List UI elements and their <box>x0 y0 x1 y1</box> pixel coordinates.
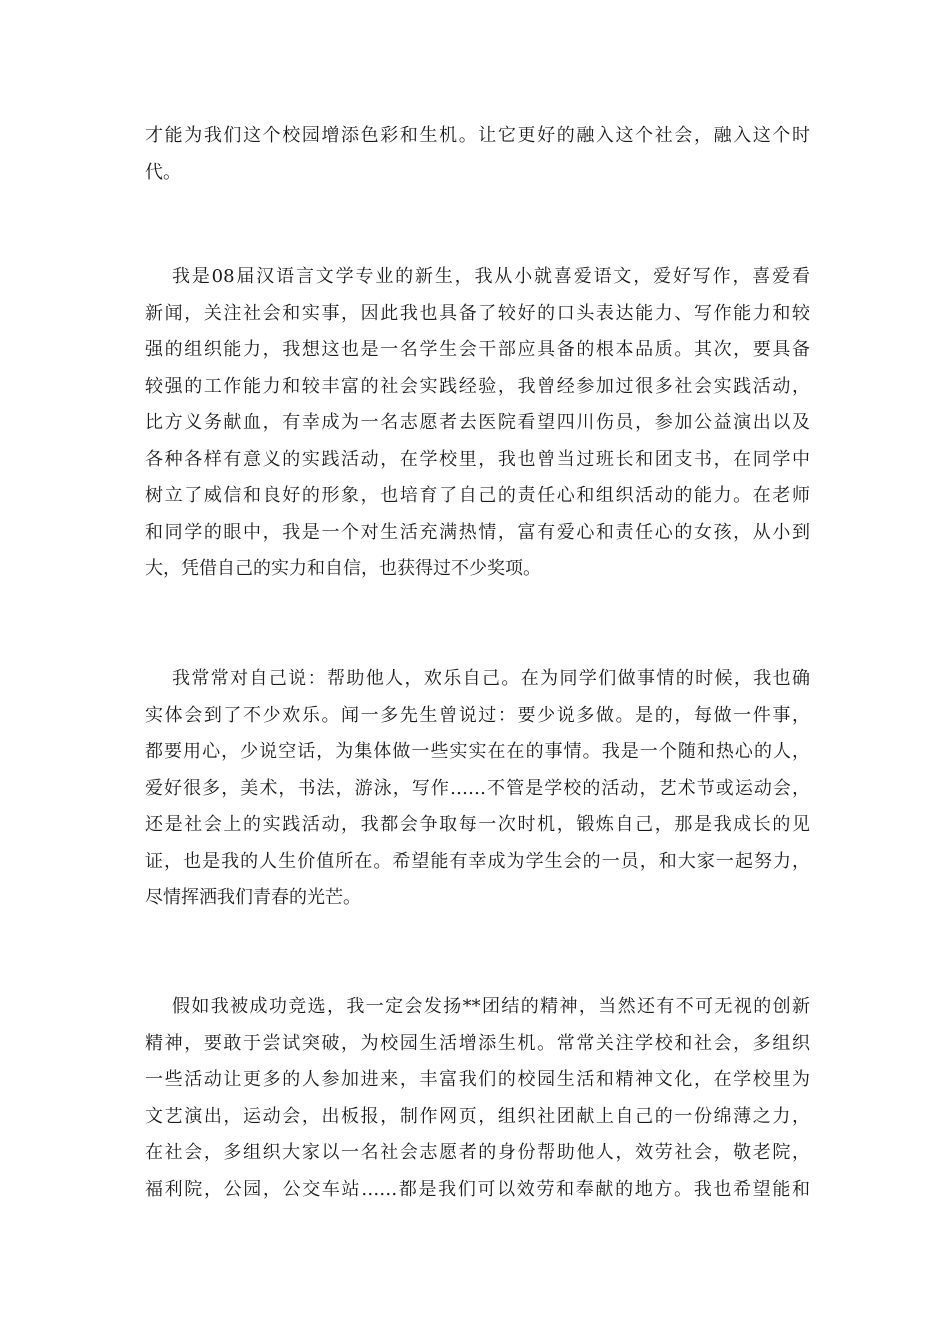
text-line: 在社会，多组织大家以一名社会志愿者的身份帮助他人，效劳社会，敬老院， <box>145 1142 810 1163</box>
text-line: 树立了威信和良好的形象，也培育了自己的责任心和组织活动的能力。在老师 <box>145 485 810 506</box>
text-line: 强的组织能力，我想这也是一名学生会干部应具备的根本品质。其次，要具备 <box>145 339 810 360</box>
text-line: 大，凭借自己的实力和自信，也获得过不少奖项。 <box>145 558 541 579</box>
text-line: 都要用心，少说空话，为集体做一些实实在在的事情。我是一个随和热心的人， <box>145 741 810 762</box>
paragraph-3 <box>145 661 810 917</box>
text-line: 我是08届汉语言文学专业的新生，我从小就喜爱语文，爱好写作，喜爱看 <box>172 266 810 287</box>
text-line: 爱好很多，美术，书法，游泳，写作……不管是学校的活动，艺术节或运动会， <box>145 777 810 799</box>
text-line: 尽情挥洒我们青春的光芒。 <box>145 887 361 908</box>
text-line: 实体会到了不少欢乐。闻一多先生曾说过：要少说多做。是的，每做一件事， <box>145 704 810 726</box>
text-line: 比方义务献血，有幸成为一名志愿者去医院看望四川伤员，参加公益演出以及 <box>145 412 810 433</box>
text-line: 福利院，公园，公交车站……都是我们可以效劳和奉献的地方。我也希望能和 <box>145 1178 810 1200</box>
text-line: 精神，要敢于尝试突破，为校园生活增添生机。常常关注学校和社会，多组织 <box>145 1032 810 1054</box>
text-line: 一些活动让更多的人参加进来，丰富我们的校园生活和精神文化，在学校里为 <box>145 1069 810 1090</box>
paragraph-2 <box>145 259 810 588</box>
text-line: 我常常对自己说：帮助他人，欢乐自己。在为同学们做事情的时候，我也确 <box>172 668 810 689</box>
paragraph-1 <box>145 118 810 191</box>
text-line: 较强的工作能力和较丰富的社会实践经验，我曾经参加过很多社会实践活动， <box>145 375 810 397</box>
text-line: 才能为我们这个校园增添色彩和生机。让它更好的融入这个社会，融入这个时 <box>145 125 810 146</box>
text-line: 和同学的眼中，我是一个对生活充满热情，富有爱心和责任心的女孩，从小到 <box>145 521 810 543</box>
text-line: 文艺演出，运动会，出板报，制作网页，组织社团献上自己的一份绵薄之力， <box>145 1105 810 1127</box>
text-line: 还是社会上的实践活动，我都会争取每一次时机，锻炼自己，那是我成长的见 <box>145 814 810 835</box>
text-line: 新闻，关注社会和实事，因此我也具备了较好的口头表达能力、写作能力和较 <box>145 302 810 324</box>
text-line: 证，也是我的人生价值所在。希望能有幸成为学生会的一员，和大家一起努力， <box>145 850 810 872</box>
text-line: 各种各样有意义的实践活动，在学校里，我也曾当过班长和团支书，在同学中 <box>145 448 810 470</box>
text-line: 假如我被成功竞选，我一定会发扬**团结的精神，当然还有不可无视的创新 <box>172 996 810 1017</box>
paragraph-4 <box>145 989 810 1208</box>
text-line: 代。 <box>145 161 181 183</box>
